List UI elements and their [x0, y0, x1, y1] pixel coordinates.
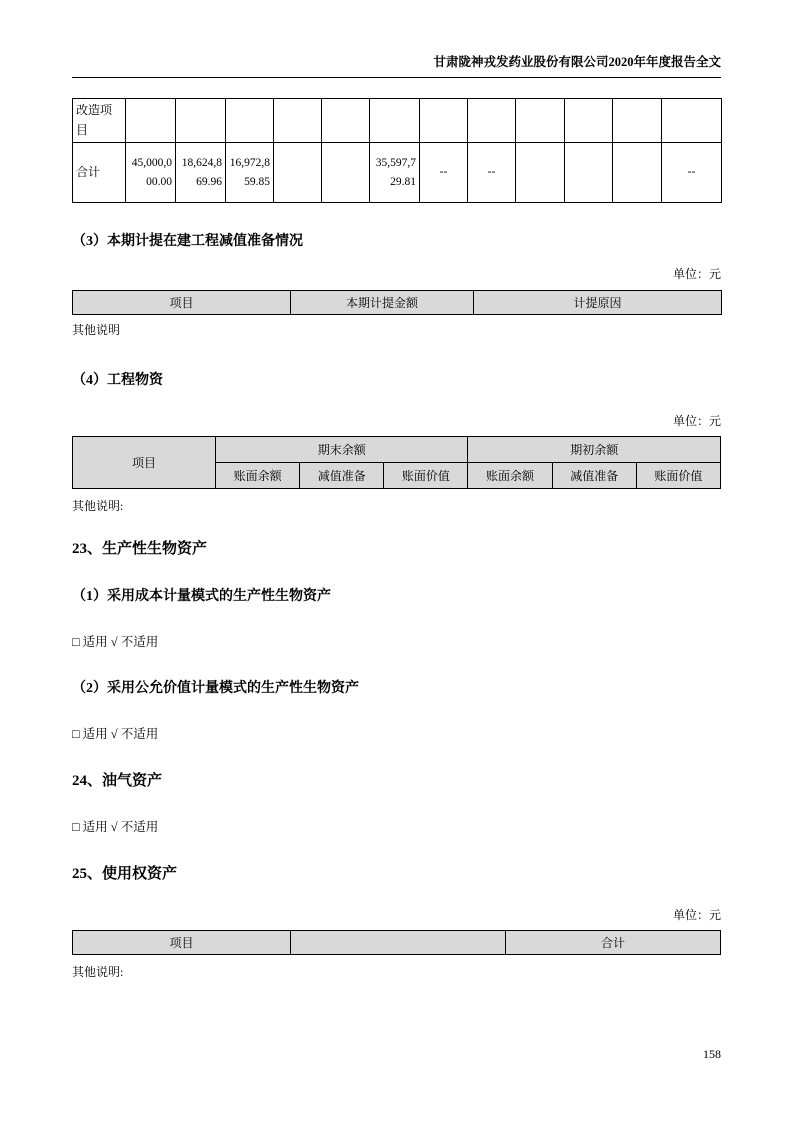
table-cell [370, 99, 420, 143]
table-cell [274, 143, 322, 203]
table-cell: 35,597,729.81 [370, 143, 420, 203]
subsection-heading-cost-model: （1）采用成本计量模式的生产性生物资产 [72, 589, 331, 604]
other-note: 其他说明: [72, 965, 124, 979]
table-header-row [73, 931, 721, 955]
table-header-row [73, 437, 721, 463]
subsection-heading-fair-value-model: （2）采用公允价值计量模式的生产性生物资产 [72, 681, 359, 696]
table-header-row [73, 291, 722, 315]
table-cell: -- [468, 143, 516, 203]
table-cell [662, 99, 722, 143]
table-cell [613, 143, 662, 203]
table-cell [468, 99, 516, 143]
table-row [73, 99, 722, 143]
table-cell [322, 143, 370, 203]
unit-label: 单位：元 [672, 908, 721, 922]
table-cell [516, 99, 565, 143]
table-cell [274, 99, 322, 143]
page-number: 158 [703, 1047, 721, 1061]
other-note: 其他说明 [72, 323, 121, 337]
table-cell: 合计 [73, 143, 126, 203]
table-row [73, 143, 722, 203]
construction-in-progress-table [72, 98, 722, 203]
table-cell: -- [662, 143, 722, 203]
table-cell [516, 143, 565, 203]
table-cell [565, 143, 613, 203]
table-cell [322, 99, 370, 143]
document-header: 甘肃陇神戎发药业股份有限公司2020年年度报告全文 [72, 0, 721, 78]
column-header [291, 931, 506, 955]
section-heading-engineering-materials: （4）工程物资 [72, 373, 163, 388]
section-heading-impairment: （3）本期计提在建工程减值准备情况 [72, 234, 303, 249]
table-cell: 16,972,859.85 [226, 143, 274, 203]
section-heading-biological-assets: 23、生产性生物资产 [72, 541, 208, 557]
column-group-header: 期末余额 [216, 437, 468, 463]
column-header: 本期计提金额 [291, 291, 474, 315]
table-cell: 18,624,869.96 [176, 143, 226, 203]
column-header: 计提原因 [474, 291, 722, 315]
table-cell [126, 99, 176, 143]
column-header: 账面价值 [636, 463, 720, 489]
column-header: 账面余额 [216, 463, 300, 489]
column-header: 账面余额 [468, 463, 552, 489]
other-note: 其他说明: [72, 499, 124, 513]
impairment-provision-table [72, 290, 722, 315]
table-cell: 改造项目 [73, 99, 126, 143]
applicability-note: □ 适用 √ 不适用 [72, 820, 159, 834]
table-cell: 45,000,000.00 [126, 143, 176, 203]
column-header: 账面价值 [384, 463, 468, 489]
table-cell [613, 99, 662, 143]
column-group-header: 期初余额 [468, 437, 721, 463]
unit-label: 单位：元 [672, 267, 721, 281]
table-cell [176, 99, 226, 143]
column-header: 项目 [73, 437, 216, 489]
column-header: 减值准备 [300, 463, 384, 489]
section-heading-right-of-use-assets: 25、使用权资产 [72, 866, 178, 882]
column-header: 减值准备 [552, 463, 636, 489]
unit-label: 单位：元 [672, 414, 721, 428]
engineering-materials-table [72, 436, 721, 489]
right-of-use-assets-table [72, 930, 721, 955]
section-heading-oil-gas-assets: 24、油气资产 [72, 773, 163, 789]
table-cell [226, 99, 274, 143]
applicability-note: □ 适用 √ 不适用 [72, 727, 159, 741]
column-header: 合计 [506, 931, 721, 955]
table-cell: -- [420, 143, 468, 203]
table-cell [420, 99, 468, 143]
table-cell [565, 99, 613, 143]
applicability-note: □ 适用 √ 不适用 [72, 635, 159, 649]
column-header: 项目 [73, 931, 291, 955]
column-header: 项目 [73, 291, 291, 315]
